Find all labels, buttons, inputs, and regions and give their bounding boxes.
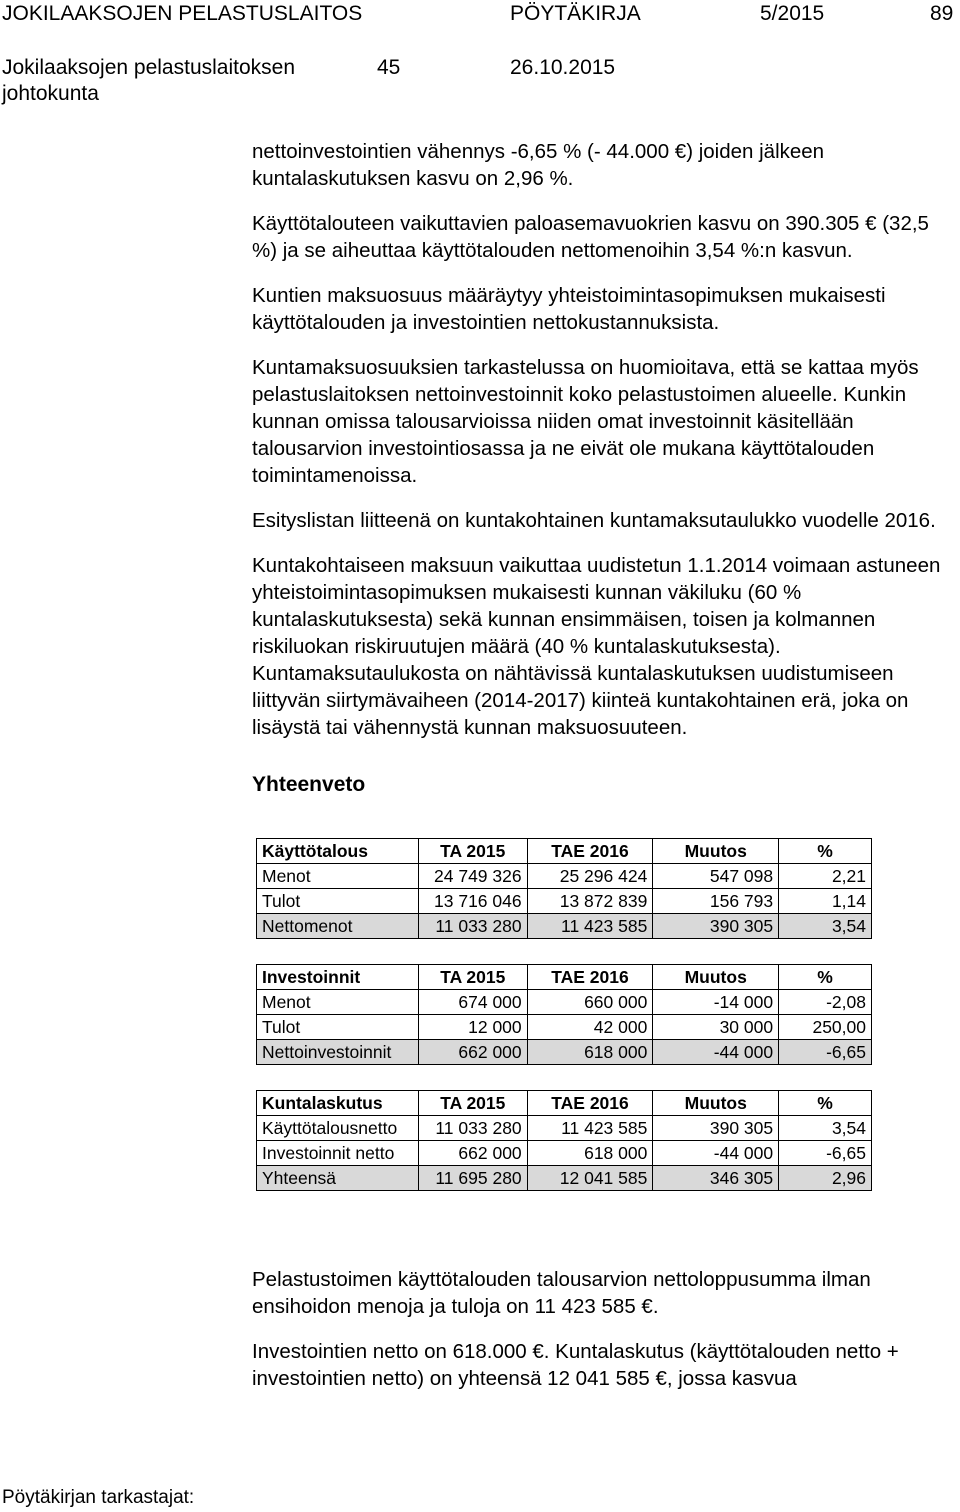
- table-cell: 390 305: [653, 914, 779, 939]
- table-cell: 25 296 424: [527, 864, 653, 889]
- document-body: [252, 138, 952, 1410]
- table-cell: 12 000: [418, 1015, 527, 1040]
- table-cell: 1,14: [779, 889, 872, 914]
- table-cell: -6,65: [779, 1040, 872, 1065]
- table-cell: 660 000: [527, 990, 653, 1015]
- table-cell: 547 098: [653, 864, 779, 889]
- table-cell: 3,54: [779, 914, 872, 939]
- table-cell: Menot: [257, 990, 419, 1015]
- reviewers-label: Pöytäkirjan tarkastajat:: [2, 1487, 195, 1508]
- table-cell: 2,96: [779, 1166, 872, 1191]
- table-header-cell: %: [779, 965, 872, 990]
- table-header-cell: TA 2015: [418, 1091, 527, 1116]
- table-cell: 11 423 585: [527, 914, 653, 939]
- table-header-cell: TA 2015: [418, 839, 527, 864]
- table-cell: -6,65: [779, 1141, 872, 1166]
- table-cell: 13 872 839: [527, 889, 653, 914]
- table-cell: 674 000: [418, 990, 527, 1015]
- body-name-line1: Jokilaaksojen pelastuslaitoksen: [2, 56, 296, 79]
- table-row: [257, 889, 872, 914]
- table-header-cell: Muutos: [653, 839, 779, 864]
- page-number: 89: [930, 2, 954, 25]
- table-header-row: [257, 839, 872, 864]
- table-total-row: [257, 914, 872, 939]
- table-header-cell: TA 2015: [418, 965, 527, 990]
- table-header-cell: TAE 2016: [527, 1091, 653, 1116]
- table-header-cell: Käyttötalous: [257, 839, 419, 864]
- table-header-cell: Kuntalaskutus: [257, 1091, 419, 1116]
- table-header-cell: TAE 2016: [527, 839, 653, 864]
- table-cell: Käyttötalousnetto: [257, 1116, 419, 1141]
- table-cell: 346 305: [653, 1166, 779, 1191]
- table-total-row: [257, 1040, 872, 1065]
- table-total-row: [257, 1166, 872, 1191]
- table-cell: Yhteensä: [257, 1166, 419, 1191]
- table-cell: Nettoinvestoinnit: [257, 1040, 419, 1065]
- table-cell: 42 000: [527, 1015, 653, 1040]
- table-cell: 156 793: [653, 889, 779, 914]
- table-investoinnit: [256, 964, 872, 1065]
- table-cell: 12 041 585: [527, 1166, 653, 1191]
- table-cell: 11 695 280: [418, 1166, 527, 1191]
- table-cell: -44 000: [653, 1040, 779, 1065]
- paragraph: Esityslistan liitteenä on kuntakohtainen kuntamaksutaulukko vuodelle 2016.: [252, 509, 936, 532]
- table-header-cell: Muutos: [653, 965, 779, 990]
- table-kayttotalous: [256, 838, 872, 939]
- table-cell: Tulot: [257, 1015, 419, 1040]
- table-row: [257, 864, 872, 889]
- table-row: [257, 990, 872, 1015]
- doc-type: PÖYTÄKIRJA: [510, 2, 641, 25]
- meeting-date: 26.10.2015: [510, 56, 616, 79]
- table-cell: 618 000: [527, 1040, 653, 1065]
- table-header-row: [257, 1091, 872, 1116]
- table-cell: 662 000: [418, 1040, 527, 1065]
- table-cell: Nettomenot: [257, 914, 419, 939]
- table-header-row: [257, 965, 872, 990]
- paragraph: Kuntamaksuosuuksien tarkastelussa on huomioitava, että se kattaa myös pelastuslaitoksen nettoinvestoinnit koko pelastustoimen alueelle. Kunkin kunnan omissa talousarvioissa niiden omat investoinnit käsitellään talousarvion investointiosassa ja ne eivät ole mukana käyttötalouden toimintamenoissa.: [252, 356, 919, 487]
- table-row: [257, 1116, 872, 1141]
- table-cell: 13 716 046: [418, 889, 527, 914]
- table-cell: 11 423 585: [527, 1116, 653, 1141]
- table-cell: Tulot: [257, 889, 419, 914]
- table-cell: 3,54: [779, 1116, 872, 1141]
- paragraph: Käyttötalouteen vaikuttavien paloasemavuokrien kasvu on 390.305 € (32,5 %) ja se aiheuttaa käyttötalouden nettomenoihin 3,54 %:n kasvun.: [252, 212, 929, 262]
- table-cell: -2,08: [779, 990, 872, 1015]
- table-cell: 30 000: [653, 1015, 779, 1040]
- table-cell: 390 305: [653, 1116, 779, 1141]
- table-header-cell: TAE 2016: [527, 965, 653, 990]
- table-header-cell: %: [779, 1091, 872, 1116]
- org-name: JOKILAAKSOJEN PELASTUSLAITOS: [2, 2, 363, 25]
- table-header-cell: %: [779, 839, 872, 864]
- table-header-cell: Muutos: [653, 1091, 779, 1116]
- table-kuntalaskutus: [256, 1090, 872, 1191]
- table-cell: -44 000: [653, 1141, 779, 1166]
- table-cell: 662 000: [418, 1141, 527, 1166]
- section-number: 45: [377, 56, 401, 79]
- table-cell: 11 033 280: [418, 1116, 527, 1141]
- table-row: [257, 1141, 872, 1166]
- table-cell: Investoinnit netto: [257, 1141, 419, 1166]
- paragraph: Pelastustoimen käyttötalouden talousarvion nettoloppusumma ilman ensihoidon menoja ja tuloja on 11 423 585 €.: [252, 1268, 871, 1318]
- body-name-line2: johtokunta: [2, 82, 99, 105]
- paragraph: nettoinvestointien vähennys -6,65 % (- 44.000 €) joiden jälkeen kuntalaskutuksen kasvu on 2,96 %.: [252, 140, 825, 190]
- paragraph: Investointien netto on 618.000 €. Kuntalaskutus (käyttötalouden netto + investointien netto) on yhteensä 12 041 585 €, jossa kasvua: [252, 1340, 899, 1390]
- table-cell: -14 000: [653, 990, 779, 1015]
- table-header-cell: Investoinnit: [257, 965, 419, 990]
- table-row: [257, 1015, 872, 1040]
- table-cell: 2,21: [779, 864, 872, 889]
- paragraph: Kuntakohtaiseen maksuun vaikuttaa uudistetun 1.1.2014 voimaan astuneen yhteistoimintasopimuksen mukaisesti kunnan väkiluku (60 % kuntalaskutuksesta) sekä kunnan ensimmäisen, toisen ja kolmannen riskiluokan riskiruutujen määrä (40 % kuntalaskutuksesta). Kuntamaksutaulukosta on nähtävissä kuntalaskutuksen uudistumiseen liittyvän siirtymävaiheen (2014-2017) kiinteä kuntakohtainen erä, joka on lisäystä tai vähennystä kunnan maksuosuuteen.: [252, 554, 941, 739]
- paragraph: Kuntien maksuosuus määräytyy yhteistoimintasopimuksen mukaisesti käyttötalouden ja investointien nettokustannuksista.: [252, 284, 886, 334]
- table-cell: 24 749 326: [418, 864, 527, 889]
- table-cell: Menot: [257, 864, 419, 889]
- summary-heading: Yhteenveto: [252, 773, 366, 796]
- table-cell: 250,00: [779, 1015, 872, 1040]
- doc-number: 5/2015: [760, 2, 825, 25]
- table-cell: 618 000: [527, 1141, 653, 1166]
- table-cell: 11 033 280: [418, 914, 527, 939]
